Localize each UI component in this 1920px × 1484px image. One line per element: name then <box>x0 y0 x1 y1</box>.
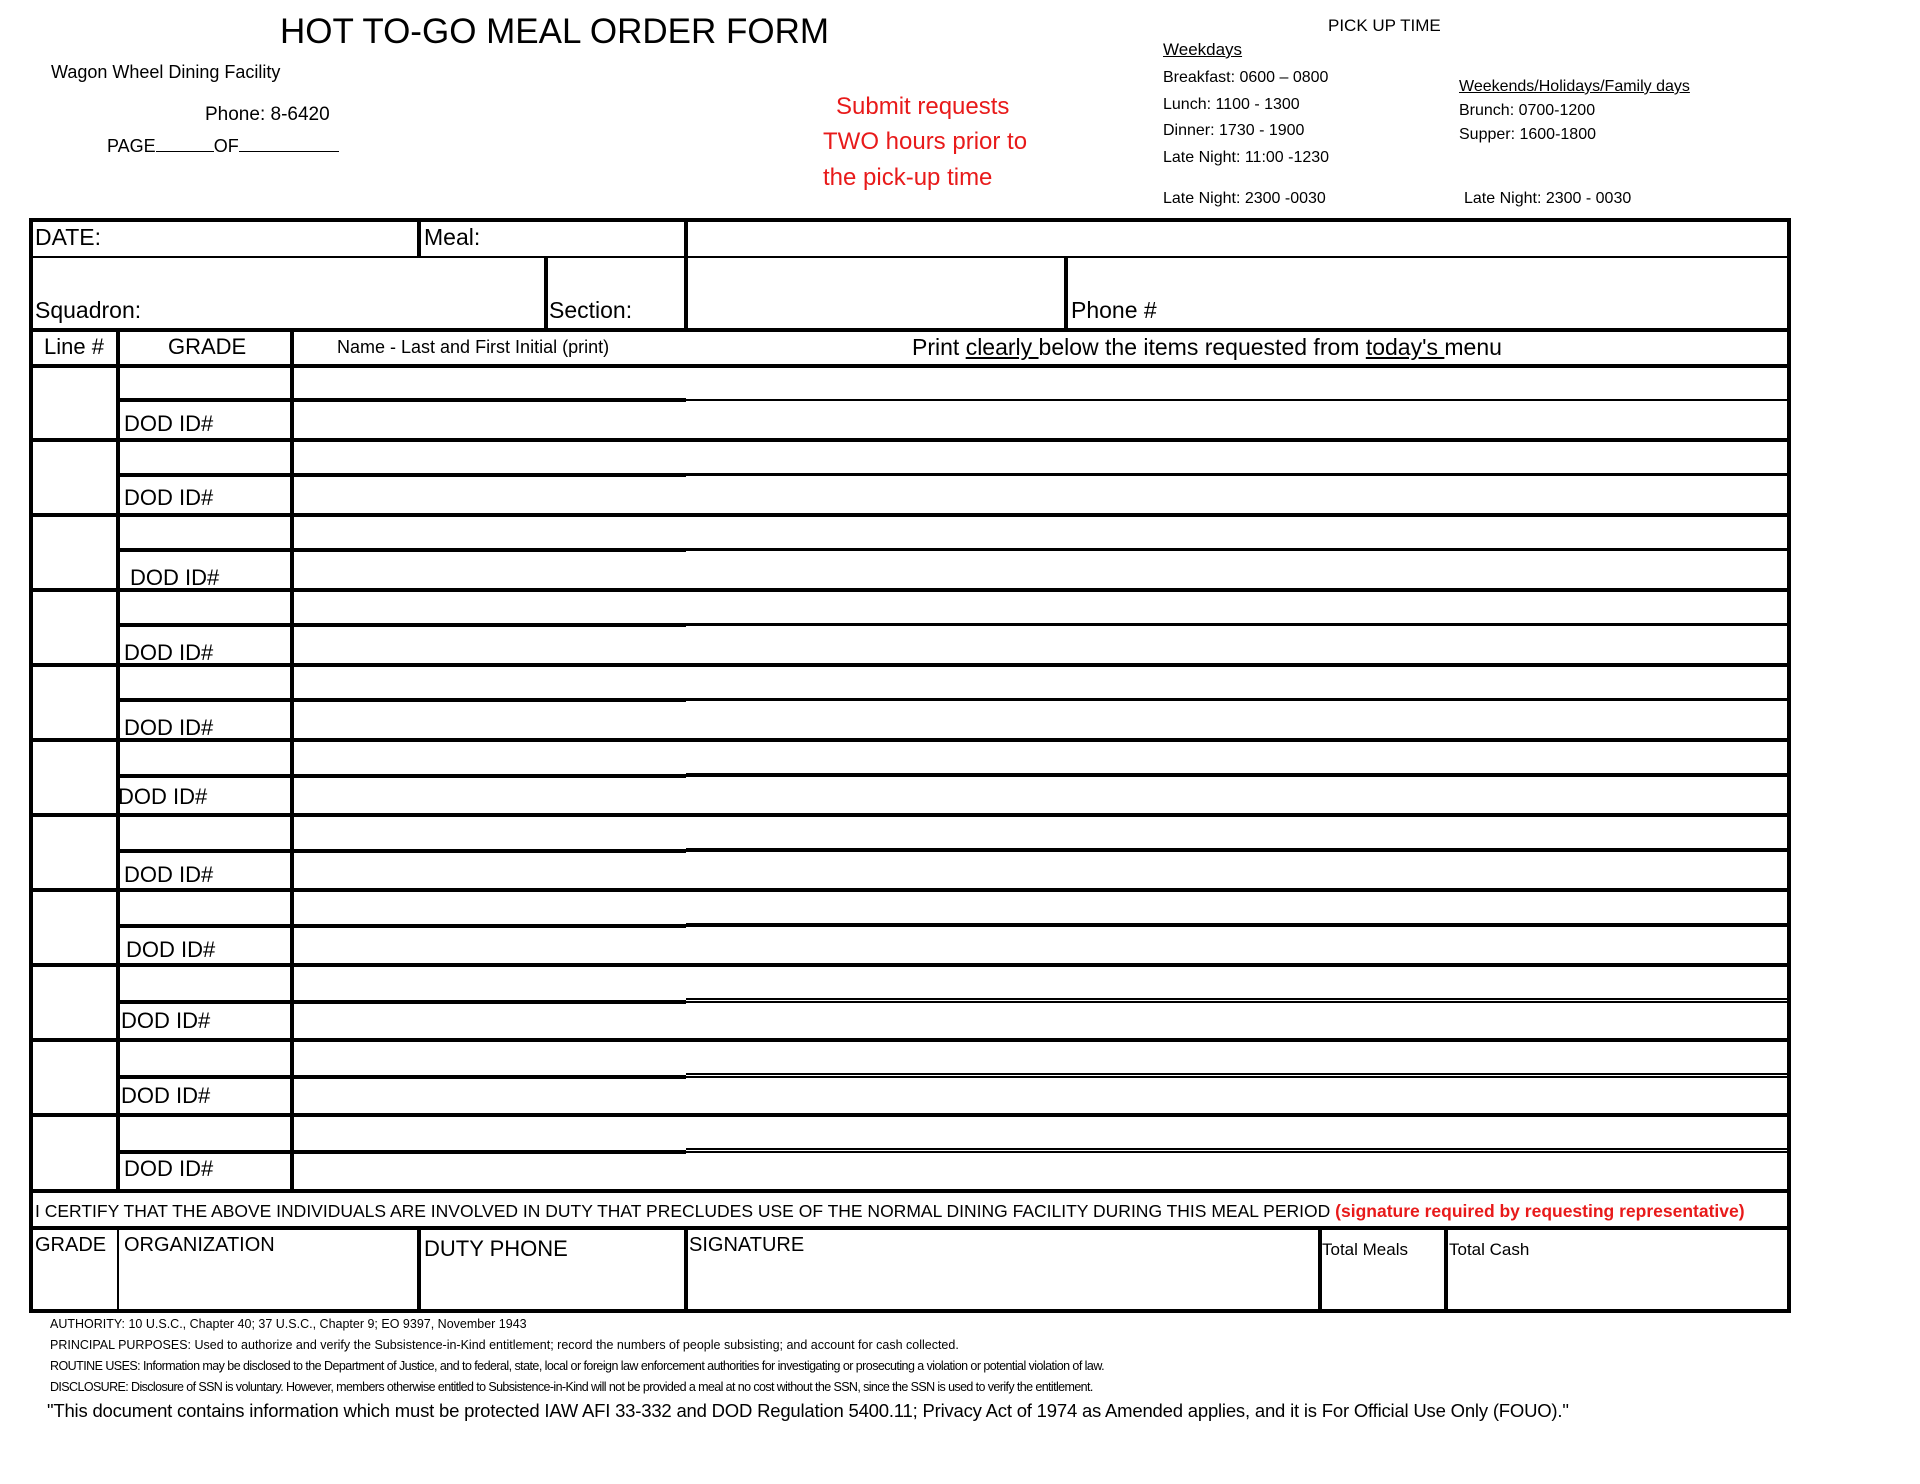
dod-id-label: DOD ID# <box>124 411 214 436</box>
weekend-time: Brunch: 0700-1200 <box>1459 102 1596 119</box>
date-label: DATE: <box>35 224 102 250</box>
form-border <box>30 1309 1790 1313</box>
grid-line <box>118 698 686 702</box>
footer-organization-label: ORGANIZATION <box>124 1234 275 1256</box>
grid-line <box>686 998 1790 1000</box>
grid-line <box>30 963 1790 967</box>
grid-line <box>118 548 686 552</box>
grid-line <box>30 738 1790 742</box>
grid-line <box>118 1075 686 1079</box>
grid-line <box>118 1000 686 1004</box>
privacy-routine-uses: ROUTINE USES: Information may be disclosed to the Department of Justice, and to federal, state, local or foreign law enforcement authorities for investigating or prosecuting a violation or potential violation of law. <box>50 1359 1105 1373</box>
grid-line <box>30 663 1790 667</box>
dod-id-label: DOD ID# <box>124 715 214 740</box>
certify-text: I CERTIFY THAT THE ABOVE INDIVIDUALS ARE INVOLVED IN DUTY THAT PRECLUDES USE OF THE NORMAL DINING FACILITY DURING THIS MEAL PERIOD <box>35 1201 1336 1221</box>
grid-line <box>686 773 1790 775</box>
submit-notice-1: Submit requests <box>836 93 1010 120</box>
grid-line <box>684 1228 688 1311</box>
page-label: PAGE <box>107 136 156 156</box>
dod-id-label: DOD ID# <box>124 485 214 510</box>
grid-line <box>117 1228 119 1311</box>
form-border <box>30 218 1790 222</box>
submit-notice-3: the pick-up time <box>823 164 993 191</box>
grid-line <box>684 220 688 330</box>
weekday-time: Lunch: 1100 - 1300 <box>1163 96 1300 113</box>
footer-duty-phone-label: DUTY PHONE <box>424 1236 568 1261</box>
items-header-text: menu <box>1444 334 1502 360</box>
grid-line <box>118 774 686 778</box>
grid-line <box>686 1076 1790 1078</box>
footer-total-cash-label: Total Cash <box>1449 1240 1530 1259</box>
grid-line <box>686 473 1790 475</box>
grid-line <box>118 398 686 402</box>
dod-id-label: DOD ID# <box>126 937 216 962</box>
items-header-text: below the items requested from <box>1038 334 1366 360</box>
grid-line <box>30 1189 1790 1193</box>
section-label: Section: <box>549 297 633 323</box>
grid-line <box>30 256 1790 258</box>
grid-line <box>686 925 1790 927</box>
certify-statement <box>35 1201 1745 1222</box>
grid-line <box>417 1228 421 1311</box>
items-header-text: Print <box>912 334 966 360</box>
grid-line <box>686 775 1790 777</box>
col-items-header <box>912 334 1502 361</box>
grid-line <box>30 1038 1790 1042</box>
grid-line <box>544 257 548 330</box>
weekdays-heading: Weekdays <box>1163 40 1243 59</box>
submit-notice-2: TWO hours prior to <box>823 128 1028 155</box>
grid-line <box>30 813 1790 817</box>
items-header-today: today's <box>1365 334 1445 360</box>
form-border <box>29 218 33 1313</box>
col-line-header: Line # <box>44 334 104 359</box>
grid-line <box>118 849 686 853</box>
privacy-purposes: PRINCIPAL PURPOSES: Used to authorize and verify the Subsistence-in-Kind entitlement; record the numbers of people subsisting; and account for cash collected. <box>50 1338 959 1352</box>
fouo-notice: "This document contains information which must be protected IAW AFI 33-332 and DOD Regulation 5400.11; Privacy Act of 1974 as Amended applies, and it is For Official Use Only (FOUO)." <box>47 1400 1569 1421</box>
dod-id-label: DOD ID# <box>118 784 208 809</box>
grid-line <box>30 588 1790 592</box>
privacy-authority: AUTHORITY: 10 U.S.C., Chapter 40; 37 U.S.C., Chapter 9; EO 9397, November 1943 <box>50 1317 527 1331</box>
dod-id-label: DOD ID# <box>121 1083 211 1108</box>
facility-name: Wagon Wheel Dining Facility <box>51 62 281 82</box>
weekday-time: Dinner: 1730 - 1900 <box>1163 122 1305 139</box>
grid-line <box>686 399 1790 401</box>
weekday-late-night: Late Night: 2300 -0030 <box>1163 190 1326 207</box>
weekday-time: Breakfast: 0600 – 0800 <box>1163 69 1329 86</box>
of-label: OF <box>213 136 239 156</box>
weekday-time: Late Night: 11:00 -1230 <box>1163 149 1330 166</box>
grid-line <box>686 623 1790 625</box>
weekend-late-night: Late Night: 2300 - 0030 <box>1464 190 1632 207</box>
grid-line <box>686 698 1790 700</box>
grid-line <box>686 1151 1790 1153</box>
footer-total-meals-label: Total Meals <box>1322 1240 1408 1259</box>
dod-id-label: DOD ID# <box>124 640 214 665</box>
phone-label: Phone # <box>1071 297 1157 323</box>
grid-line <box>118 924 686 928</box>
grid-line <box>686 850 1790 852</box>
grid-line <box>30 513 1790 517</box>
grid-line <box>30 888 1790 892</box>
dod-id-label: DOD ID# <box>124 1156 214 1181</box>
footer-signature-label: SIGNATURE <box>689 1234 805 1256</box>
grid-line <box>686 548 1790 550</box>
grid-line <box>118 623 686 627</box>
col-name-header: Name - Last and First Initial (print) <box>337 337 610 357</box>
grid-line <box>290 330 294 1191</box>
grid-line <box>686 1148 1790 1150</box>
dod-id-label: DOD ID# <box>124 862 214 887</box>
grid-line <box>30 328 1790 332</box>
grid-line <box>686 1073 1790 1075</box>
dod-id-label: DOD ID# <box>130 565 220 590</box>
col-grade-header: GRADE <box>168 334 247 359</box>
grid-line <box>30 438 1790 442</box>
footer-grade-label: GRADE <box>35 1234 107 1256</box>
grid-line <box>417 220 421 257</box>
items-header-clearly: clearly <box>965 334 1039 360</box>
weekends-heading: Weekends/Holidays/Family days <box>1459 78 1690 95</box>
facility-phone: Phone: 8-6420 <box>205 104 330 125</box>
certify-signature-note: (signature required by requesting representative) <box>1335 1201 1745 1221</box>
grid-line <box>118 473 686 477</box>
grid-line <box>686 923 1790 925</box>
grid-line <box>30 1226 1790 1230</box>
privacy-disclosure: DISCLOSURE: Disclosure of SSN is voluntary. However, members otherwise entitled to Subsistence-in-Kind will not be provided a meal at no cost without the SSN, since the SSN is used to verify the entitlement. <box>50 1380 1093 1394</box>
grid-line <box>1064 257 1068 330</box>
grid-line <box>118 1150 686 1154</box>
grid-line <box>116 330 120 1191</box>
grid-line <box>30 1113 1790 1117</box>
meal-label: Meal: <box>424 224 481 250</box>
grid-line <box>1444 1228 1448 1311</box>
form-title: HOT TO-GO MEAL ORDER FORM <box>280 12 830 51</box>
grid-line <box>686 848 1790 850</box>
weekend-time: Supper: 1600-1800 <box>1459 126 1596 143</box>
pickup-title: PICK UP TIME <box>1328 16 1441 35</box>
grid-line <box>686 1001 1790 1003</box>
dod-id-label: DOD ID# <box>121 1008 211 1033</box>
squadron-label: Squadron: <box>35 297 142 323</box>
grid-line <box>30 364 1790 368</box>
